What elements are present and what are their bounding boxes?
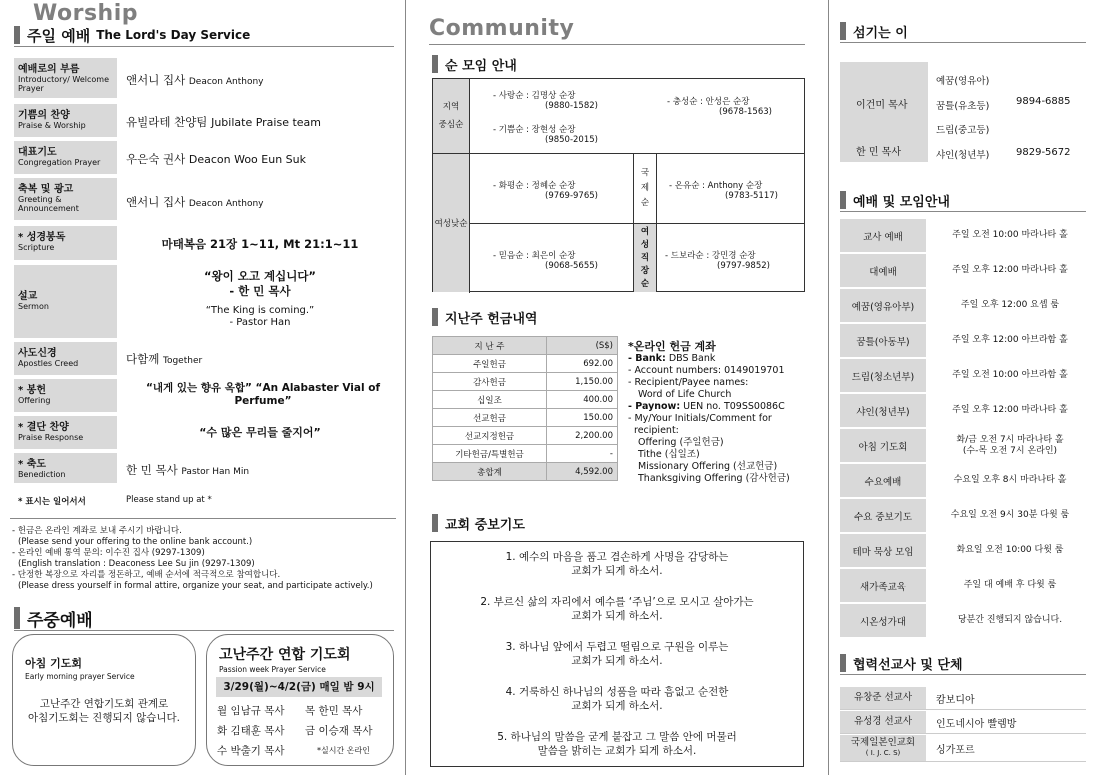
pastor-1: 이건미 목사 bbox=[856, 100, 908, 111]
prayer-box: 1. 예수의 마음을 품고 겸손하게 사명을 감당하는 교회가 되게 하소서. 2. 부르신 삶의 자리에서 예수를 ‘주님’으로 모시고 살아가는 교회가 되게 하소서. 3. 하나님 앞에서 두렵고 떨림으로 구원을 이루는 교회가 되게 하소서. 4. 거룩하신 하나님의 성품을 따라 흠없고 순전한 교회가 되게 하소서. 5. 하나님의 말씀을 굳게 붙잡고 그 말씀 안에 머물러 말씀을 밝히는 교회가 되게 하소서. bbox=[430, 541, 804, 767]
order-label: * 성경봉독 Scripture bbox=[14, 226, 117, 260]
weekday-heading: 주중예배 bbox=[14, 606, 394, 631]
schedule-heading: 예배 및 모임안내 bbox=[840, 189, 1086, 212]
schedule-row: 수요 중보기도 수요일 오전 9시 30분 다윗 룸 bbox=[840, 499, 1086, 532]
section-bar-icon bbox=[432, 55, 438, 73]
offering-table: 지 난 주 (S$) 주일헌금 692.00 감사헌금 1,150.00 십일조 400.00 선교헌금 150.00 선교지정헌금 2,200.00 기타헌금/특별헌금 - 총합계 4,592.00 bbox=[432, 336, 618, 481]
section-bar-icon bbox=[840, 191, 846, 209]
order-value: 유빌라테 찬양팀 Jubilate Praise team bbox=[126, 115, 321, 129]
order-value: 한 민 목사 Pastor Han Min bbox=[126, 463, 250, 477]
column-divider bbox=[405, 0, 406, 775]
order-label: * 봉헌 Offering bbox=[14, 379, 117, 412]
notices: - 헌금은 온라인 계좌로 보내 주시기 바랍니다. (Please send your offering to the online bank account.) - 온라인 예배 통역 문의: 이수진 집사 (9297-1309) (English translation : Deaconess Lee Su jin (9297-1309) - 단정한 복장으로 자리를 정돈하고, 예배 순서에 적극적으로 참여합니다. (Please dress yourself in formal attire, organize your seat, and participate actively.) bbox=[12, 526, 373, 591]
column-divider bbox=[828, 0, 829, 775]
offering-song-value: “내게 있는 향유 옥합” “An Alabaster Vial of Perfume” bbox=[145, 382, 381, 407]
schedule-row: 시온성가대 당분간 진행되지 않습니다. bbox=[840, 604, 1086, 637]
order-label: 축복 및 광고 Greeting & Announcement bbox=[14, 178, 117, 220]
schedule-row: 드림(청소년부) 주일 오전 10:00 아브라함 홀 bbox=[840, 359, 1086, 392]
section-bar-icon bbox=[840, 22, 846, 40]
mission-row: 유창준 선교사 캄보디아 bbox=[840, 687, 1086, 710]
passion-prayer-box: 고난주간 연합 기도회 Passion week Prayer Service 3/29(월)~4/2(금) 매일 밤 9시 월 임남규 목사 화 김태훈 목사 수 박출기 목사 목 한민 목사 금 이승재 목사 *실시간 온라인 bbox=[206, 634, 394, 766]
stand-note: * 표시는 일어서서 bbox=[18, 497, 86, 507]
groups-heading: 순 모임 안내 bbox=[432, 54, 804, 74]
mission-row: 국제일본인교회 ( I. J. C. S) 싱가포르 bbox=[840, 735, 1086, 762]
order-label: 기쁨의 찬양 Praise & Worship bbox=[14, 104, 117, 137]
order-label: 대표기도 Congregation Prayer bbox=[14, 141, 117, 174]
response-song-value: “수 많은 무리들 줄지어” bbox=[199, 426, 321, 439]
schedule-row: 대예배 주일 오후 12:00 마라나타 홀 bbox=[840, 254, 1086, 287]
mission-row: 유성경 선교사 인도네시아 빨렘방 bbox=[840, 711, 1086, 734]
worship-header: Worship bbox=[33, 1, 138, 26]
order-label: 예배로의 부름 Introductory/ Welcome Prayer bbox=[14, 58, 117, 98]
order-label: * 결단 찬양 Praise Response bbox=[14, 416, 117, 449]
section-bar-icon bbox=[14, 607, 20, 629]
servers-heading: 섬기는 이 bbox=[840, 20, 1086, 43]
community-header: Community bbox=[429, 16, 575, 41]
groups-table: 지역 중심순 여성낮순 국 제 순 여 성 직 장 순 - 사랑순 : 김명상 순장 (9880-1582) - 충성순 : 안성은 순장 (9678-1563) - 기쁨순 : 장현성 순장 (9850-2015) - 화평순 : 정혜순 순장 (9769-9765) - 온유순 : Anthony 순장 (9783-5117) - 믿음순 : 최은이 순장 (9068-5655) - 드보라순 : 강민경 순장 (9797-9852) bbox=[432, 78, 805, 292]
order-value: 우은숙 권사 Deacon Woo Eun Suk bbox=[126, 152, 306, 166]
divider bbox=[10, 518, 396, 519]
scripture-value: 마태복음 21장 1~11, Mt 21:1~11 bbox=[161, 237, 359, 251]
section-bar-icon bbox=[432, 308, 438, 326]
section-bar-icon bbox=[432, 514, 438, 532]
stand-note-en: Please stand up at * bbox=[126, 495, 212, 505]
sermon-value: “왕이 오고 계십니다” - 한 민 목사 “The King is coming.” - Pastor Han bbox=[204, 269, 316, 328]
departments: 예꿈(영유아) 꿈틀(유초등) 드림(중고등) 샤인(청년부) bbox=[936, 76, 990, 161]
pastor-2: 한 민 목사 bbox=[856, 147, 901, 158]
morning-prayer-box: 아침 기도회 Early morning prayer Service 고난주간 연합기도회 관계로 아침기도회는 진행되지 않습니다. bbox=[12, 634, 196, 766]
section-bar-icon bbox=[840, 654, 846, 672]
divider bbox=[429, 44, 805, 45]
schedule-row: 꿈틀(아동부) 주일 오후 12:00 아브라함 홀 bbox=[840, 324, 1086, 357]
schedule-row: 테마 묵상 모임 화요일 오전 10:00 다윗 룸 bbox=[840, 534, 1086, 567]
order-label: 설교 Sermon bbox=[14, 265, 117, 338]
section-bar-icon bbox=[14, 26, 20, 44]
lords-day-heading: 주일 예배 The Lord's Day Service bbox=[14, 24, 394, 47]
missions-heading: 협력선교사 및 단체 bbox=[840, 652, 1086, 675]
order-label: * 축도 Benediction bbox=[14, 453, 117, 483]
schedule-row: 교사 예배 주일 오전 10:00 마라나타 홀 bbox=[840, 219, 1086, 252]
phone-2: 9829-5672 bbox=[1016, 147, 1071, 158]
order-label: 사도신경 Apostles Creed bbox=[14, 342, 117, 375]
order-value: 앤서니 집사 Deacon Anthony bbox=[126, 73, 264, 87]
online-bank-info: *온라인 헌금 계좌 - Bank: DBS Bank - Account numbers: 0149019701 - Recipient/Payee names: Word of Life Church - Paynow: UEN no. T09SS0086C - My/Your Initials/Comment for recipient: Offering (주일헌금) Tithe (십일조) Missionary Offering (선교헌금) Thanksgiving Offering (감사헌금) bbox=[628, 340, 790, 484]
phone-1: 9894-6885 bbox=[1016, 96, 1071, 107]
offering-heading: 지난주 헌금내역 bbox=[432, 307, 804, 327]
prayer-heading: 교회 중보기도 bbox=[432, 513, 804, 533]
schedule-row: 새가족교육 주일 대 예배 후 다윗 룸 bbox=[840, 569, 1086, 602]
order-value: 앤서니 집사 Deacon Anthony bbox=[126, 195, 264, 209]
schedule-row: 예꿈(영유아부) 주일 오후 12:00 요셉 룸 bbox=[840, 289, 1086, 322]
order-value: 다함께 Together bbox=[126, 352, 203, 366]
schedule-row: 아침 기도회 화/금 오전 7시 마라나타 홀 (수-목 오전 7시 온라인) bbox=[840, 429, 1086, 462]
schedule-row: 샤인(청년부) 주일 오후 12:00 마라나타 홀 bbox=[840, 394, 1086, 427]
schedule-row: 수요예배 수요일 오후 8시 마라나타 홀 bbox=[840, 464, 1086, 497]
